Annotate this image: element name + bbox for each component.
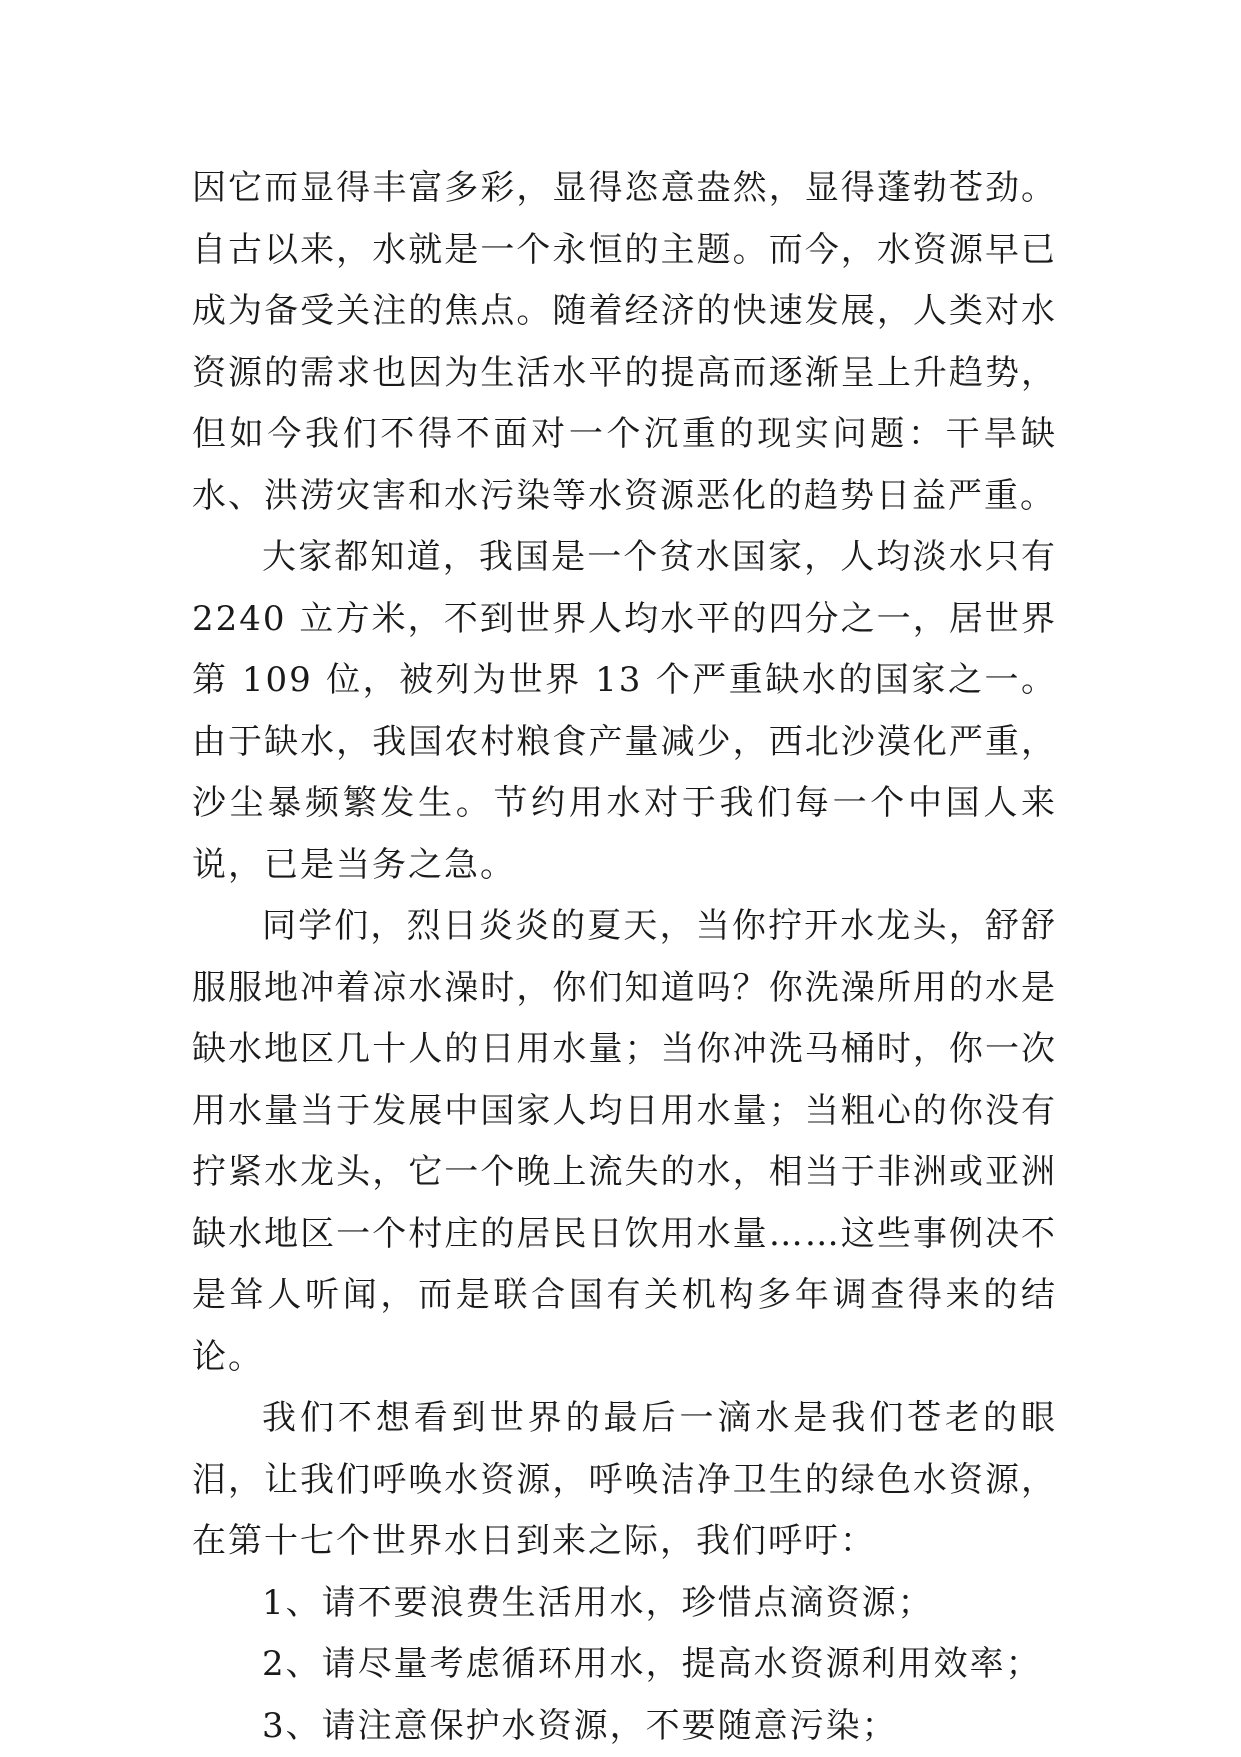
- list-item-2: 2、请尽量考虑循环用水，提高水资源利用效率；: [192, 1634, 1057, 1696]
- paragraph-1: 因它而显得丰富多彩，显得恣意盎然，显得蓬勃苍劲。自古以来，水就是一个永恒的主题。而今，水资源早已成为备受关注的焦点。随着经济的快速发展，人类对水资源的需求也因为生活水平的提高而逐渐呈上升趋势，但如今我们不得不面对一个沉重的现实问题：干旱缺水、洪涝灾害和水污染等水资源恶化的趋势日益严重。: [192, 158, 1057, 527]
- list-item-1: 1、请不要浪费生活用水，珍惜点滴资源；: [192, 1573, 1057, 1635]
- paragraph-2: 大家都知道，我国是一个贫水国家，人均淡水只有 2240 立方米，不到世界人均水平的四分之一，居世界第 109 位，被列为世界 13 个严重缺水的国家之一。由于缺水，我国农村粮食产量减少，西北沙漠化严重，沙尘暴频繁发生。节约用水对于我们每一个中国人来说，已是当务之急。: [192, 527, 1057, 896]
- document-body: [192, 158, 1057, 1757]
- paragraph-4: 我们不想看到世界的最后一滴水是我们苍老的眼泪，让我们呼唤水资源，呼唤洁净卫生的绿色水资源，在第十七个世界水日到来之际，我们呼吁：: [192, 1388, 1057, 1573]
- list-item-3: 3、请注意保护水资源，不要随意污染；: [192, 1696, 1057, 1757]
- paragraph-3: 同学们，烈日炎炎的夏天，当你拧开水龙头，舒舒服服地冲着凉水澡时，你们知道吗？你洗澡所用的水是缺水地区几十人的日用水量；当你冲洗马桶时，你一次用水量当于发展中国家人均日用水量；当粗心的你没有拧紧水龙头，它一个晚上流失的水，相当于非洲或亚洲缺水地区一个村庄的居民日饮用水量……这些事例决不是耸人听闻，而是联合国有关机构多年调查得来的结论。: [192, 896, 1057, 1388]
